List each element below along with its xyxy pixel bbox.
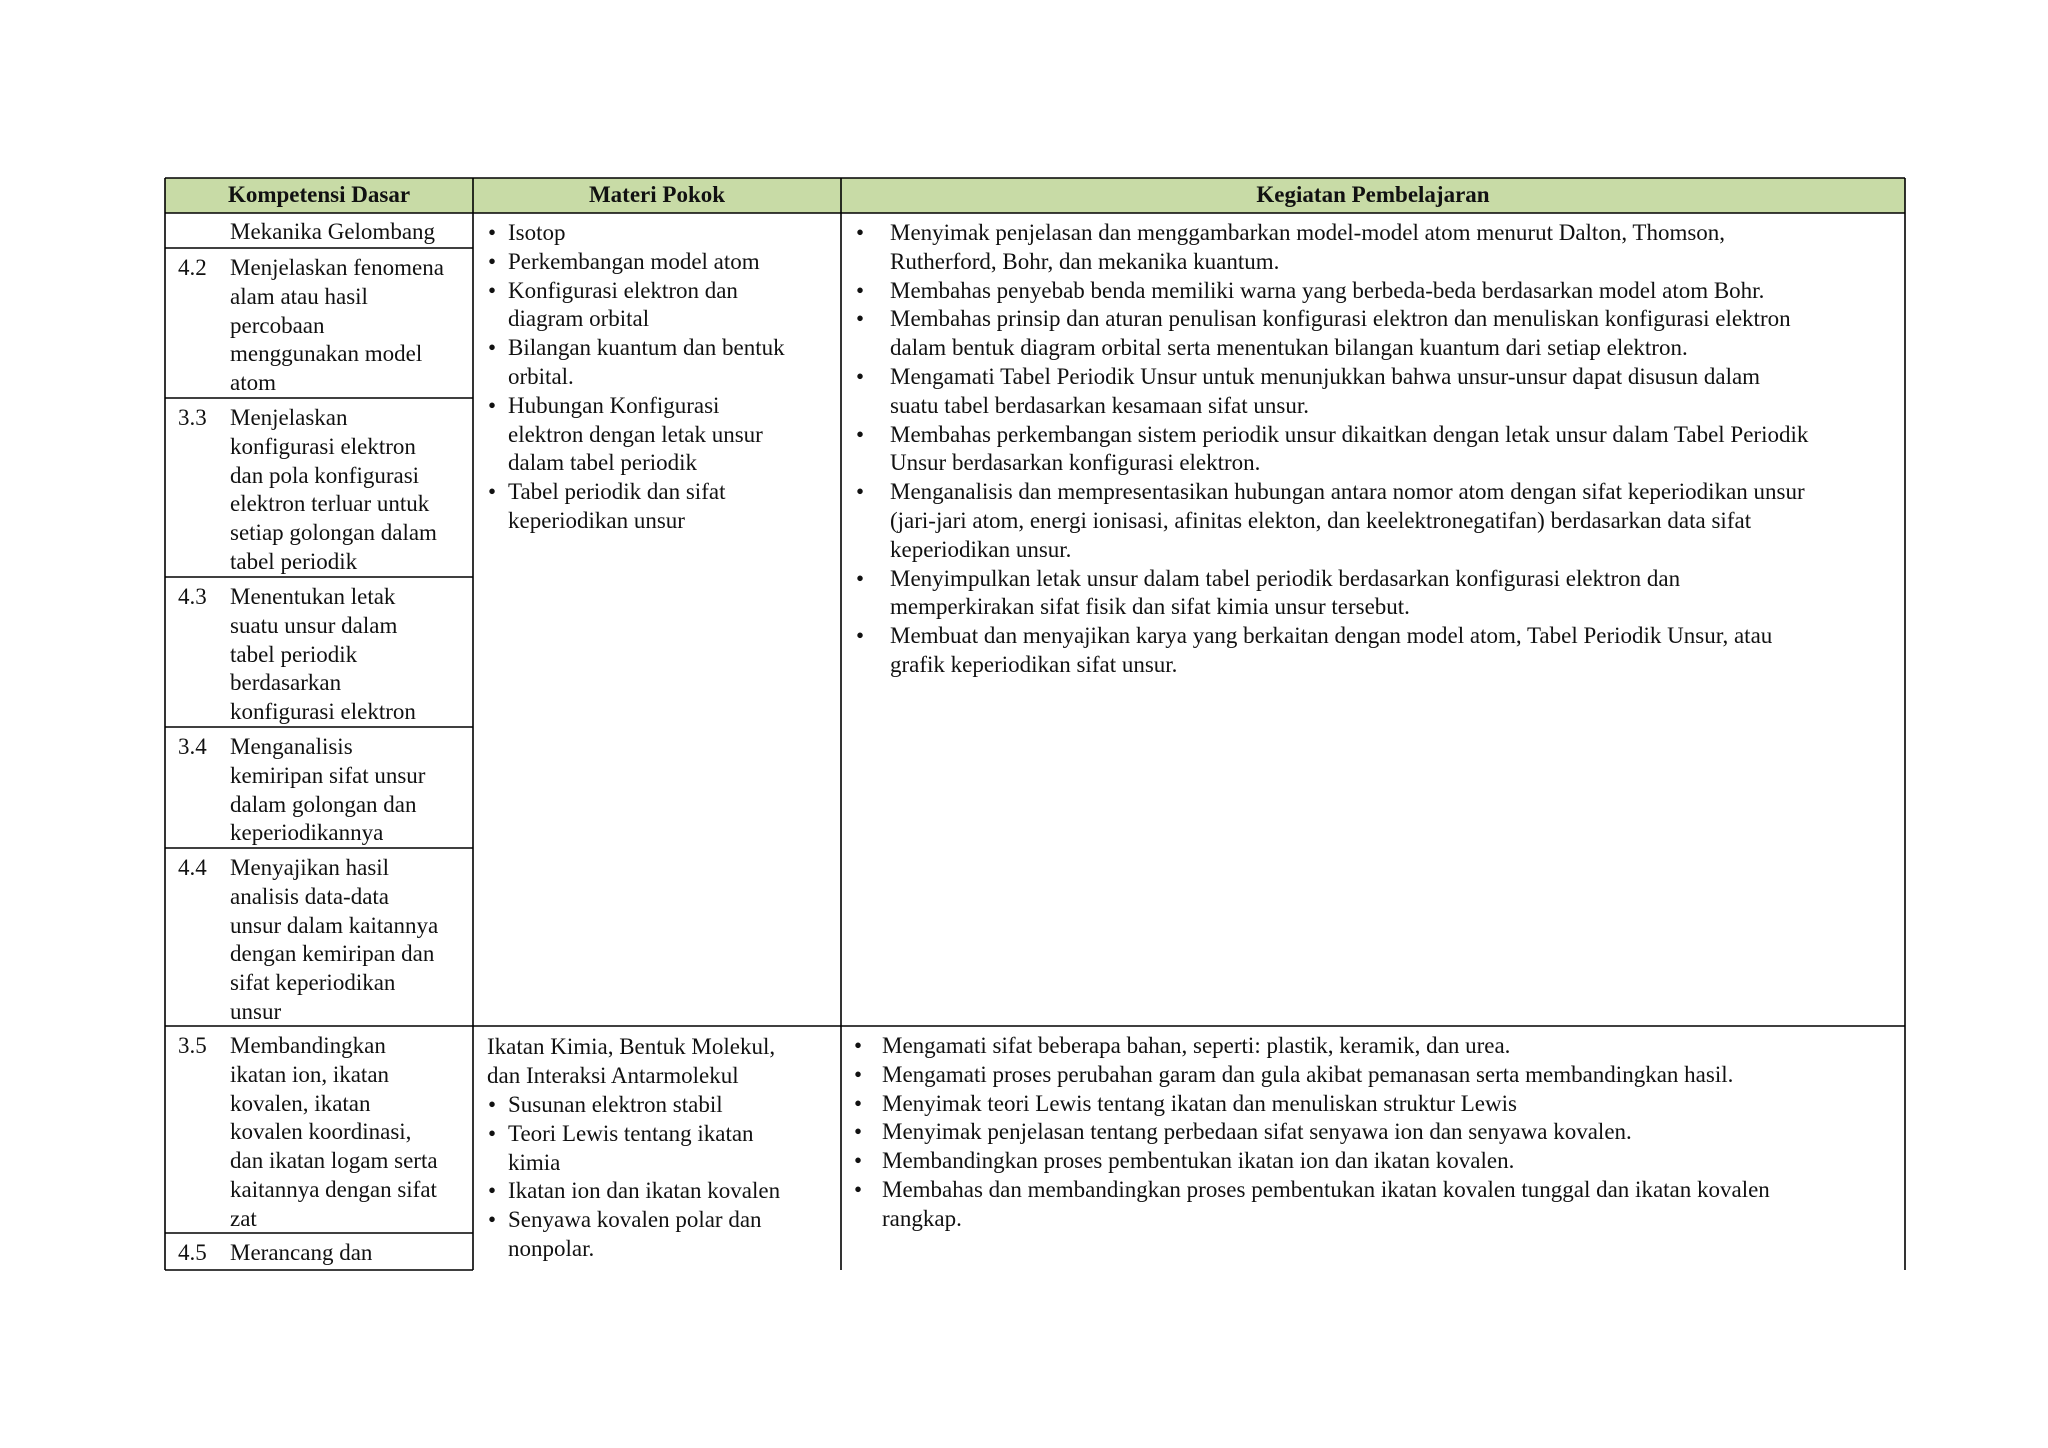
kompetensi-text-line: zat xyxy=(230,1205,257,1231)
kegiatan-text-line: Rutherford, Bohr, dan mekanika kuantum. xyxy=(890,248,1280,274)
kompetensi-number: 4.5 xyxy=(178,1240,207,1265)
bullet-icon: • xyxy=(488,1092,497,1117)
kegiatan-text-line: dalam bentuk diagram orbital serta menentukan bilangan kuantum dari setiap elektron. xyxy=(890,335,1688,361)
kompetensi-text-line: Menyajikan hasil xyxy=(230,855,390,880)
kegiatan-text-line: Menganalisis dan mempresentasikan hubungan antara nomor atom dengan sifat keperiodikan unsur xyxy=(890,479,1805,505)
kompetensi-text-line: dan pola konfigurasi xyxy=(230,462,420,488)
kegiatan-text-line: Unsur berdasarkan konfigurasi elektron. xyxy=(890,450,1261,476)
kompetensi-text-line: setiap golongan dalam xyxy=(230,520,437,546)
kegiatan-text-line: rangkap. xyxy=(882,1205,962,1231)
kegiatan-text-line: Membandingkan proses pembentukan ikatan ion dan ikatan kovalen. xyxy=(882,1148,1515,1174)
materi-text-line: kimia xyxy=(508,1149,561,1175)
bullet-icon: • xyxy=(488,1178,497,1204)
materi-text-line: Perkembangan model atom xyxy=(508,248,760,274)
kegiatan-text-line: Mengamati sifat beberapa bahan, seperti: plastik, keramik, dan urea. xyxy=(882,1033,1511,1058)
kegiatan-text-line: keperiodikan unsur. xyxy=(890,536,1072,562)
bullet-icon: • xyxy=(488,479,497,505)
kompetensi-text-line: kaitannya dengan sifat xyxy=(230,1177,437,1202)
kompetensi-text-line: unsur dalam kaitannya xyxy=(230,912,439,938)
bullet-icon: • xyxy=(856,364,865,389)
kompetensi-text-line: kovalen koordinasi, xyxy=(230,1119,412,1145)
kompetensi-text-line: tabel periodik xyxy=(230,641,358,667)
materi2-title-line: dan Interaksi Antarmolekul xyxy=(487,1063,739,1088)
kompetensi-text-line: dalam golongan dan xyxy=(230,791,417,817)
kompetensi-text-line: alam atau hasil xyxy=(230,283,368,309)
kompetensi-text-line: Menganalisis xyxy=(230,734,353,759)
materi-text-line: orbital. xyxy=(508,363,574,389)
kegiatan-text-line: suatu tabel berdasarkan kesamaan sifat unsur. xyxy=(890,392,1309,418)
materi-text-line: Hubungan Konfigurasi xyxy=(508,392,720,418)
materi-text-line: diagram orbital xyxy=(508,306,650,332)
materi-text-line: Susunan elektron stabil xyxy=(508,1092,723,1117)
kompetensi-text-line: menggunakan model xyxy=(230,341,423,367)
kompetensi-number: 4.2 xyxy=(178,255,207,280)
kegiatan-text-line: memperkirakan sifat fisik dan sifat kimia unsur tersebut. xyxy=(890,594,1410,620)
kompetensi-text-line: percobaan xyxy=(230,312,325,338)
kegiatan-text-line: Menyimpulkan letak unsur dalam tabel periodik berdasarkan konfigurasi elektron dan xyxy=(890,565,1681,591)
kompetensi-text-line: kemiripan sifat unsur xyxy=(230,762,426,788)
kegiatan-text-line: (jari-jari atom, energi ionisasi, afinitas elekton, dan keelektronegatifan) berdasarkan data sifat xyxy=(890,508,1752,533)
materi-text-line: Bilangan kuantum dan bentuk xyxy=(508,335,785,361)
materi-text-line: Tabel periodik dan sifat xyxy=(508,479,726,505)
kompetensi-text-line: dan ikatan logam serta xyxy=(230,1148,438,1174)
kegiatan-text-line: Menyimak penjelasan tentang perbedaan sifat senyawa ion dan senyawa kovalen. xyxy=(882,1119,1632,1145)
kompetensi-text-line: tabel periodik xyxy=(230,549,358,574)
kompetensi-number: 3.3 xyxy=(178,405,207,430)
header-kompetensi-dasar: Kompetensi Dasar xyxy=(227,182,411,207)
kompetensi-text-line: elektron terluar untuk xyxy=(230,491,430,517)
bullet-icon: • xyxy=(856,306,865,332)
kompetensi-text-line: Membandingkan xyxy=(230,1033,386,1058)
kompetensi-text-line: Menjelaskan xyxy=(230,405,348,430)
bullet-icon: • xyxy=(856,479,865,505)
kompetensi-number: 3.4 xyxy=(178,734,207,759)
kompetensi-text-line: konfigurasi elektron xyxy=(230,699,416,725)
materi-text-line: Isotop xyxy=(508,220,566,245)
kegiatan-text-line: grafik keperiodikan sifat unsur. xyxy=(890,652,1178,677)
kompetensi-text-line: konfigurasi elektron xyxy=(230,433,416,459)
bullet-icon: • xyxy=(856,623,865,649)
bullet-icon: • xyxy=(856,565,865,591)
kompetensi-text-line: Menjelaskan fenomena xyxy=(230,255,444,280)
bullet-icon: • xyxy=(488,1120,497,1146)
bullet-icon: • xyxy=(856,421,865,447)
materi2-title-line: Ikatan Kimia, Bentuk Molekul, xyxy=(487,1034,776,1059)
kegiatan-text-line: Menyimak penjelasan dan menggambarkan model-model atom menurut Dalton, Thomson, xyxy=(890,220,1726,245)
kegiatan-text-line: Membahas penyebab benda memiliki warna yang berbeda-beda berdasarkan model atom Bohr. xyxy=(890,277,1765,303)
materi-text-line: dalam tabel periodik xyxy=(508,450,698,476)
kompetensi-text-line: kovalen, ikatan xyxy=(230,1090,371,1116)
materi-text-line: keperiodikan unsur xyxy=(508,507,685,533)
bullet-icon: • xyxy=(856,220,865,245)
kompetensi-number: 4.3 xyxy=(178,584,207,609)
kompetensi-text-line: Menentukan letak xyxy=(230,584,396,609)
kegiatan-text-line: Mengamati proses perubahan garam dan gula akibat pemanasan serta membandingkan hasil. xyxy=(882,1061,1734,1087)
bullet-icon: • xyxy=(488,248,497,274)
bullet-icon: • xyxy=(488,220,497,245)
kompetensi-text-line: berdasarkan xyxy=(230,670,342,696)
kompetensi-text-line: unsur xyxy=(230,999,282,1024)
bullet-icon: • xyxy=(488,277,497,303)
bullet-icon: • xyxy=(488,392,497,418)
kompetensi-number: 4.4 xyxy=(178,855,207,880)
bullet-icon: • xyxy=(854,1177,863,1202)
header-materi-pokok: Materi Pokok xyxy=(588,182,726,207)
bullet-icon: • xyxy=(856,277,865,303)
kegiatan-text-line: Menyimak teori Lewis tentang ikatan dan menuliskan struktur Lewis xyxy=(882,1090,1517,1116)
bullet-icon: • xyxy=(488,335,497,361)
kompetensi-text-line: Merancang dan xyxy=(230,1240,373,1265)
materi-text-line: Senyawa kovalen polar dan xyxy=(508,1207,762,1233)
bullet-icon: • xyxy=(854,1090,863,1116)
kompetensi-text-line: dengan kemiripan dan xyxy=(230,941,435,967)
kompetensi-text-line: analisis data-data xyxy=(230,883,390,909)
bullet-icon: • xyxy=(854,1033,863,1058)
bullet-icon: • xyxy=(854,1148,863,1174)
kompetensi-text-line: sifat keperiodikan xyxy=(230,970,396,996)
kompetensi-text-line: atom xyxy=(230,370,276,396)
kd-continuation-text: Mekanika Gelombang xyxy=(230,219,436,244)
header-kegiatan-pembelajaran: Kegiatan Pembelajaran xyxy=(1256,182,1490,207)
kompetensi-number: 3.5 xyxy=(178,1033,207,1058)
kegiatan-text-line: Membahas perkembangan sistem periodik unsur dikaitkan dengan letak unsur dalam Tabel Periodik xyxy=(890,421,1809,447)
bullet-icon: • xyxy=(854,1061,863,1087)
kegiatan-text-line: Mengamati Tabel Periodik Unsur untuk menunjukkan bahwa unsur-unsur dapat disusun dalam xyxy=(890,364,1761,389)
materi-text-line: Konfigurasi elektron dan xyxy=(508,277,738,303)
bullet-icon: • xyxy=(854,1119,863,1145)
materi-text-line: elektron dengan letak unsur xyxy=(508,421,763,447)
kegiatan-text-line: Membuat dan menyajikan karya yang berkaitan dengan model atom, Tabel Periodik Unsur, atau xyxy=(890,623,1773,649)
kegiatan-text-line: Membahas dan membandingkan proses pembentukan ikatan kovalen tunggal dan ikatan kovalen xyxy=(882,1177,1770,1202)
kompetensi-text-line: ikatan ion, ikatan xyxy=(230,1061,390,1087)
bullet-icon: • xyxy=(488,1207,497,1233)
kompetensi-text-line: suatu unsur dalam xyxy=(230,612,398,638)
materi-text-line: Teori Lewis tentang ikatan xyxy=(508,1120,754,1146)
materi-text-line: nonpolar. xyxy=(508,1235,595,1261)
kompetensi-text-line: keperiodikannya xyxy=(230,820,384,846)
materi-text-line: Ikatan ion dan ikatan kovalen xyxy=(508,1178,781,1204)
kegiatan-text-line: Membahas prinsip dan aturan penulisan konfigurasi elektron dan menuliskan konfigurasi elektron xyxy=(890,306,1791,332)
